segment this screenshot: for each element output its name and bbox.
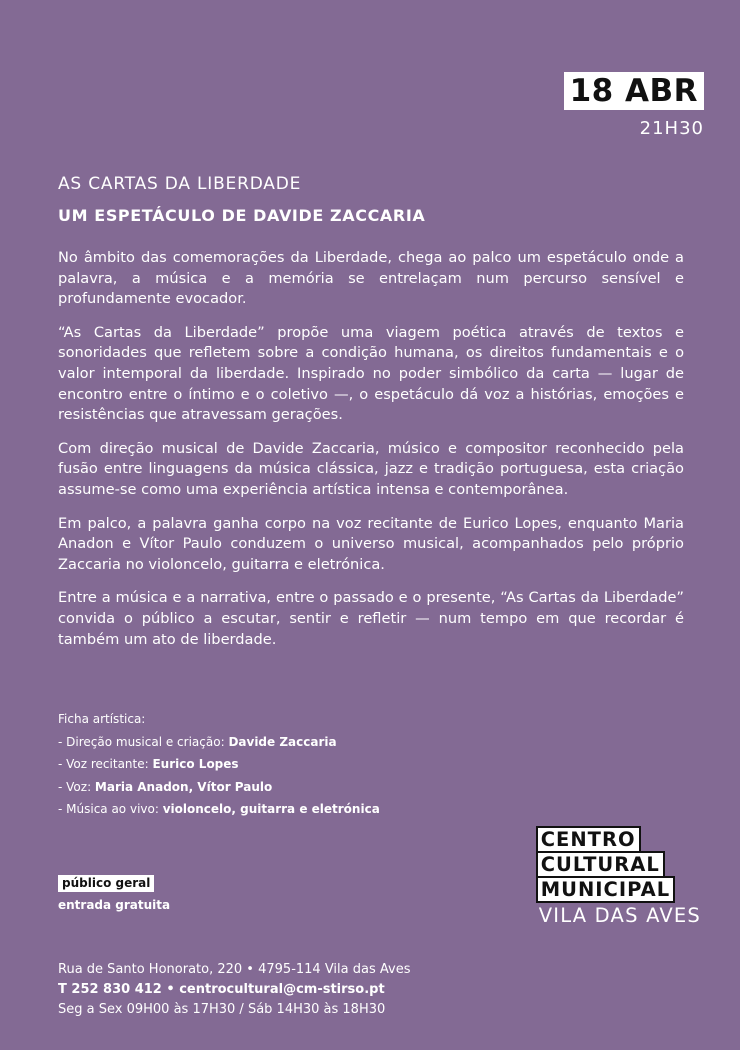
title-block (58, 174, 688, 225)
credit-role: - Voz: (58, 779, 95, 794)
description-paragraph: No âmbito das comemorações da Liberdade, chega ao palco um espetáculo onde a palavra, a música e a memória se entrelaçam num percurso sensível e profundamente evocador. (58, 249, 684, 308)
description-paragraph: “As Cartas da Liberdade” propõe uma viagem poética através de textos e sonoridades que refletem sobre a condição humana, os direitos fundamentais e o valor intemporal da liberdade. Inspirado no poder simbólico da carta — lugar de encontro entre o íntimo e o coletivo —, o espetáculo dá voz a histórias, emoções e resistências que atravessam gerações. (58, 323, 684, 424)
credit-name: violoncelo, guitarra e eletrónica (162, 802, 380, 816)
event-time: 21H30 (639, 118, 704, 139)
description-paragraph: Com direção musical de Davide Zaccaria, músico e compositor reconhecido pela fusão entre linguagens da música clássica, jazz e tradição portuguesa, esta criação assume-se como uma experiência artística intensa e contemporânea. (58, 439, 684, 498)
footer-contact (58, 980, 410, 1000)
credits-heading: Ficha artística: (58, 712, 146, 726)
description-paragraph: Entre a música e a narrativa, entre o passado e o presente, “As Cartas da Liberdade” convida o público a escutar, sentir e refletir — num tempo em que recordar é também um ato de liberdade. (58, 589, 684, 648)
credit-name: Davide Zaccaria (228, 734, 337, 749)
event-description (58, 248, 684, 663)
credit-role: - Voz recitante: (58, 757, 153, 771)
venue-line-2: CULTURAL (536, 851, 665, 876)
event-subtitle: UM ESPETÁCULO DE DAVIDE ZACCARIA (58, 206, 426, 225)
footer-contact-text: T 252 830 412 • centrocultural@cm-stirso.pt (58, 982, 385, 997)
venue-line-1: CENTRO (536, 826, 641, 851)
entry-info: entrada gratuita (58, 898, 171, 912)
credit-name: Maria Anadon, Vítor Paulo (94, 779, 273, 794)
credit-item (58, 798, 538, 821)
event-title: AS CARTAS DA LIBERDADE (58, 174, 302, 194)
credit-name: Eurico Lopes (152, 757, 239, 771)
footer-contacts (58, 960, 410, 1020)
venue-line-3: MUNICIPAL (536, 876, 675, 903)
footer-address: Rua de Santo Honorato, 220 • 4795-114 Vila das Aves (58, 962, 411, 977)
audience-info (58, 873, 170, 915)
date-time-block (564, 72, 704, 139)
footer-hours: Seg a Sex 09H00 às 17H30 / Sáb 14H30 às 18H30 (58, 1002, 386, 1017)
credit-role: - Direção musical e criação: (58, 734, 229, 749)
audience-tag: público geral (58, 875, 154, 892)
event-date: 18 ABR (564, 72, 704, 110)
venue-logo (536, 826, 704, 927)
credit-item (58, 731, 538, 754)
credit-item (58, 776, 538, 799)
artistic-credits (58, 708, 538, 821)
venue-line-4: VILA DAS AVES (538, 904, 701, 927)
credit-role: - Música ao vivo: (58, 802, 163, 816)
credit-item (58, 753, 538, 776)
description-paragraph: Em palco, a palavra ganha corpo na voz recitante de Eurico Lopes, enquanto Maria Anadon e Vítor Paulo conduzem o universo musical, acompanhados pelo próprio Zaccaria no violoncelo, guitarra e eletrónica. (58, 514, 684, 573)
